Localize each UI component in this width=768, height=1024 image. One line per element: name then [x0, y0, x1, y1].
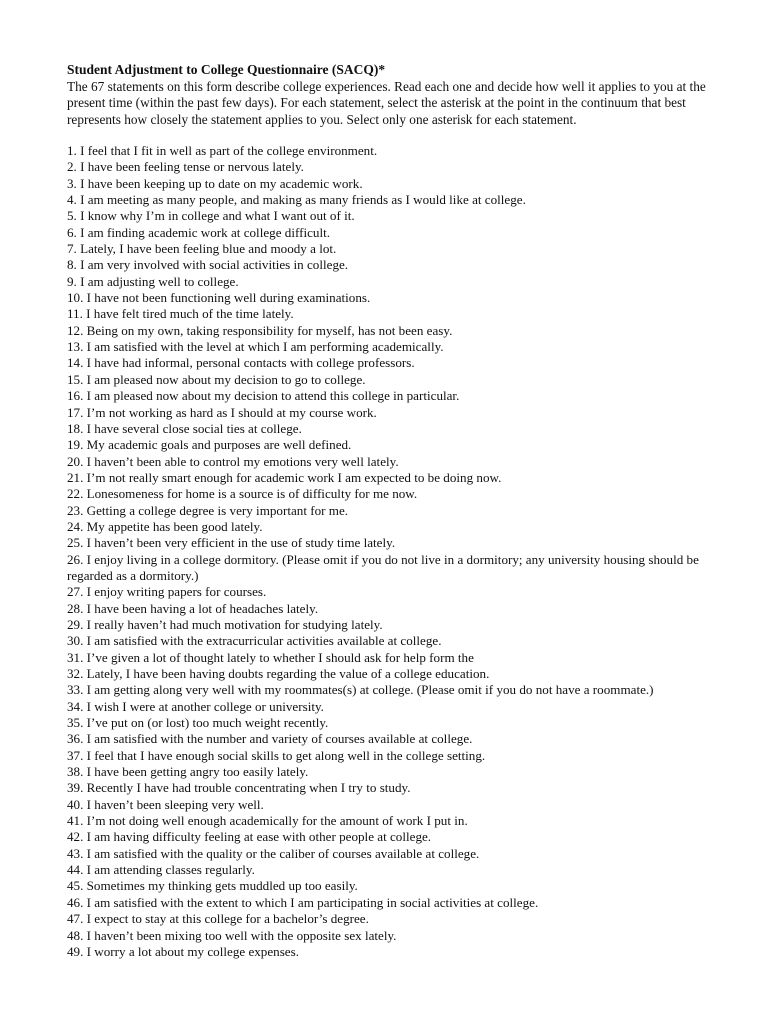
statement-item: 31. I’ve given a lot of thought lately to whether I should ask for help form the	[67, 649, 474, 665]
statement-item: 45. Sometimes my thinking gets muddled up too easily.	[67, 878, 358, 894]
statement-item: 27. I enjoy writing papers for courses.	[67, 584, 267, 600]
statement-item: 22. Lonesomeness for home is a source is of difficulty for me now.	[67, 486, 418, 502]
document-title: Student Adjustment to College Questionnaire (SACQ)*	[67, 62, 386, 77]
statement-item: 12. Being on my own, taking responsibility for myself, has not been easy.	[67, 322, 453, 338]
statement-item: 28. I have been having a lot of headaches lately.	[67, 600, 319, 616]
statement-item: 24. My appetite has been good lately.	[67, 518, 263, 534]
statement-item: 35. I’ve put on (or lost) too much weight recently.	[67, 715, 329, 731]
statement-item: 9. I am adjusting well to college.	[67, 273, 239, 289]
statement-item: 1. I feel that I fit in well as part of the college environment.	[67, 143, 378, 158]
statement-item: 4. I am meeting as many people, and making as many friends as I would like at college.	[67, 192, 526, 208]
statement-item: 46. I am satisfied with the extent to which I am participating in social activities at college.	[67, 894, 539, 910]
statement-item: 17. I’m not working as hard as I should at my course work.	[67, 404, 377, 420]
statement-item: 26. I enjoy living in a college dormitory. (Please omit if you do not live in a dormitory; any university housing should be regarded as a dormitory.)	[67, 551, 699, 583]
statement-item: 14. I have had informal, personal contacts with college professors.	[67, 355, 415, 371]
document-intro: The 67 statements on this form describe college experiences. Read each one and decide how well it applies to you at the present time (within the past few days). For each statement, select the asterisk at the point in the continuum that best represents how closely the statement applies to you. Select only one asterisk for each statement.	[67, 78, 706, 127]
statement-item: 16. I am pleased now about my decision to attend this college in particular.	[67, 388, 460, 404]
statement-item: 42. I am having difficulty feeling at ease with other people at college.	[67, 829, 432, 845]
statement-item: 30. I am satisfied with the extracurricular activities available at college.	[67, 633, 442, 649]
statement-item: 13. I am satisfied with the level at which I am performing academically.	[67, 339, 444, 355]
statement-item: 49. I worry a lot about my college expenses.	[67, 943, 299, 959]
statement-item: 20. I haven’t been able to control my emotions very well lately.	[67, 453, 399, 469]
statement-item: 23. Getting a college degree is very important for me.	[67, 502, 349, 518]
statement-item: 38. I have been getting angry too easily lately.	[67, 764, 309, 780]
statement-item: 48. I haven’t been mixing too well with the opposite sex lately.	[67, 927, 397, 943]
statement-item: 10. I have not been functioning well during examinations.	[67, 290, 371, 306]
statement-item: 39. Recently I have had trouble concentrating when I try to study.	[67, 780, 411, 796]
statement-item: 34. I wish I were at another college or university.	[67, 698, 324, 714]
statement-item: 36. I am satisfied with the number and variety of courses available at college.	[67, 731, 473, 747]
statement-item: 44. I am attending classes regularly.	[67, 862, 255, 878]
statement-item: 41. I’m not doing well enough academically for the amount of work I put in.	[67, 813, 468, 829]
statement-item: 2. I have been feeling tense or nervous lately.	[67, 159, 304, 175]
statement-item: 29. I really haven’t had much motivation for studying lately.	[67, 616, 383, 632]
statement-item: 3. I have been keeping up to date on my academic work.	[67, 175, 363, 191]
statement-list	[67, 143, 739, 960]
statement-item: 8. I am very involved with social activities in college.	[67, 257, 349, 273]
statement-item: 21. I’m not really smart enough for academic work I am expected to be doing now.	[67, 469, 502, 485]
statement-item: 7. Lately, I have been feeling blue and moody a lot.	[67, 241, 337, 257]
statement-item: 19. My academic goals and purposes are well defined.	[67, 437, 352, 453]
statement-item: 43. I am satisfied with the quality or the caliber of courses available at college.	[67, 845, 480, 861]
statement-item: 18. I have several close social ties at college.	[67, 420, 302, 436]
statement-item: 11. I have felt tired much of the time lately.	[67, 306, 294, 322]
statement-item: 37. I feel that I have enough social skills to get along well in the college setting.	[67, 747, 486, 763]
statement-item: 47. I expect to stay at this college for a bachelor’s degree.	[67, 911, 369, 927]
statement-item: 40. I haven’t been sleeping very well.	[67, 796, 264, 812]
statement-item: 25. I haven’t been very efficient in the use of study time lately.	[67, 535, 396, 551]
statement-item: 6. I am finding academic work at college difficult.	[67, 224, 330, 240]
statement-item: 5. I know why I’m in college and what I want out of it.	[67, 208, 355, 224]
statement-item: 15. I am pleased now about my decision to go to college.	[67, 371, 366, 387]
statement-item: 33. I am getting along very well with my roommates(s) at college. (Please omit if you do not have a roommate.)	[67, 682, 654, 698]
document-page	[67, 62, 739, 960]
statement-item: 32. Lately, I have been having doubts regarding the value of a college education.	[67, 666, 490, 681]
